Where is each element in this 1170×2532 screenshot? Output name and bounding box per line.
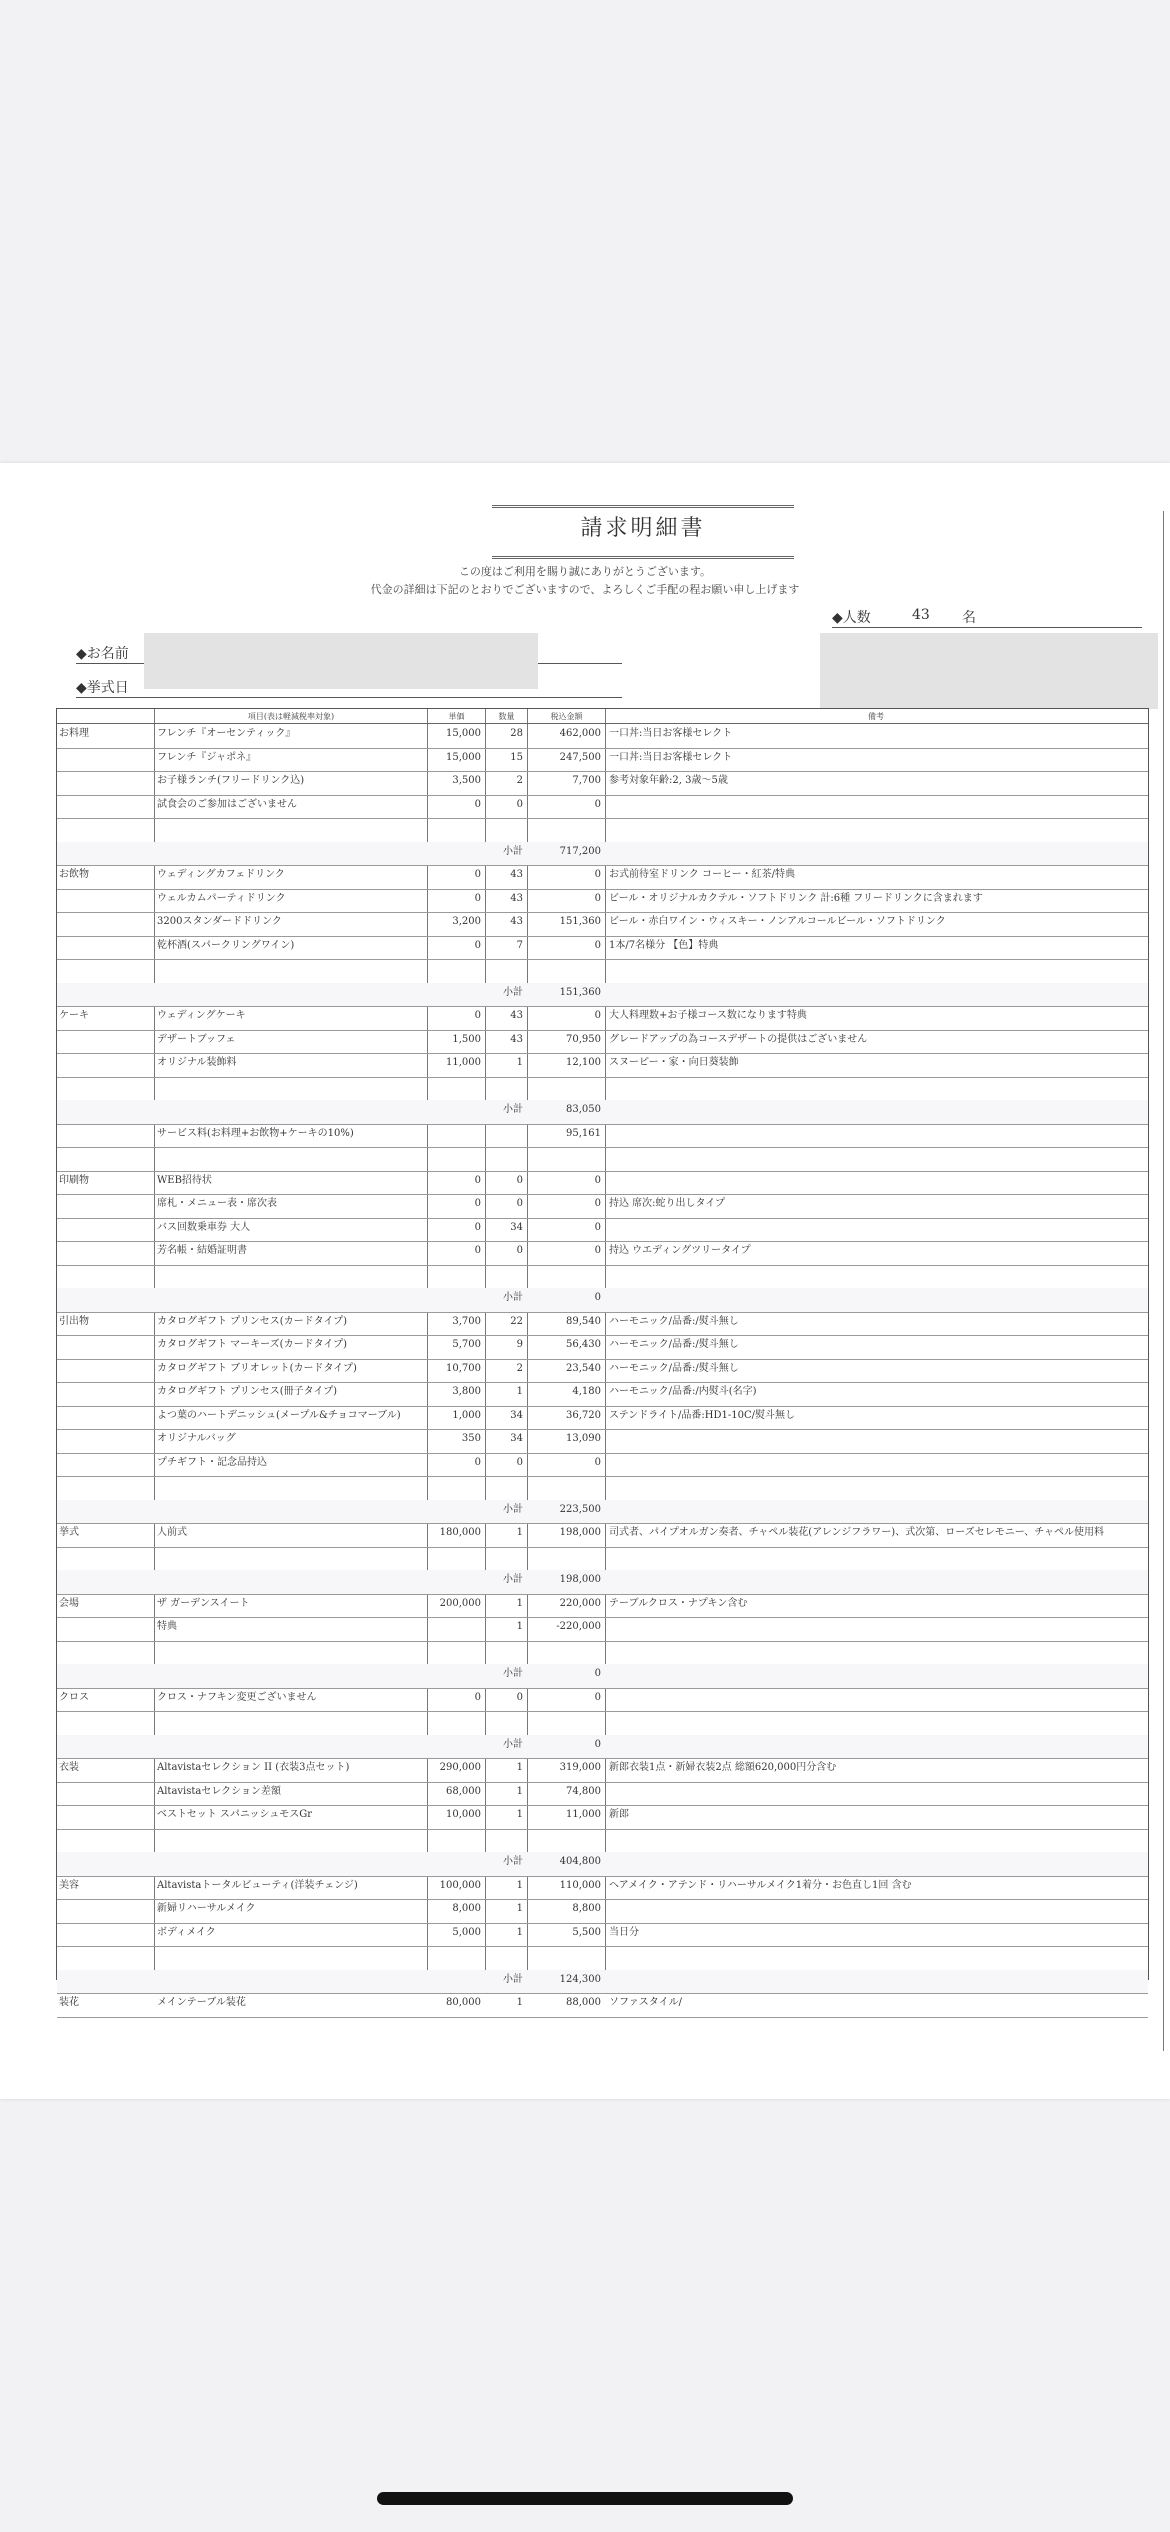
- row-unit-price: 68,000: [446, 1785, 481, 1797]
- row-amount: 4,180: [572, 1386, 601, 1397]
- row-unit-price: 290,000: [439, 1762, 481, 1773]
- subtotal-row: [57, 842, 1148, 867]
- row-item: カタログギフト プリンセス(カードタイプ): [157, 1315, 348, 1327]
- row-unit-price: 350: [461, 1433, 481, 1444]
- row-qty: 43: [510, 869, 523, 880]
- table-row: [57, 1171, 1148, 1196]
- row-category: 美容: [59, 1879, 79, 1891]
- table-header: [57, 709, 1148, 724]
- row-amount: 56,430: [566, 1339, 601, 1350]
- row-item: ウェディングケーキ: [157, 1010, 246, 1021]
- table-row: [57, 724, 1148, 749]
- table-row: [57, 1359, 1148, 1384]
- row-unit-price: 10,700: [446, 1362, 481, 1374]
- row-amount: 0: [594, 939, 601, 951]
- row-category: お飲物: [59, 869, 89, 880]
- row-item: メインテーブル装花: [157, 1997, 246, 2008]
- row-unit-price: 3,800: [452, 1386, 481, 1397]
- row-item: プチギフト・記念品持込: [157, 1456, 267, 1468]
- table-row: [57, 1946, 1148, 1971]
- row-qty: 1: [516, 1597, 523, 1609]
- header-note: 備考: [868, 712, 884, 721]
- row-qty: 43: [510, 1010, 523, 1021]
- row-note: 新郎衣装1点・新婦衣装2点 総額620,000円分含む: [609, 1762, 837, 1773]
- row-qty: 小計: [503, 1973, 523, 1985]
- guest-count-label: ◆人数: [832, 610, 871, 626]
- date-label: ◆挙式日: [76, 680, 129, 696]
- table-row: [57, 1030, 1148, 1055]
- row-item: Altavistaセレクション差額: [157, 1785, 281, 1797]
- row-qty: 0: [516, 1245, 523, 1256]
- row-amount: 0: [594, 1668, 601, 1679]
- row-unit-price: 0: [474, 1456, 481, 1468]
- row-item: 乾杯酒(スパークリングワイン): [157, 939, 295, 951]
- row-note: スヌーピー・家・向日葵装飾: [609, 1057, 739, 1068]
- table-row: [57, 1617, 1148, 1642]
- table-row: [57, 1688, 1148, 1713]
- row-amount: 319,000: [559, 1762, 601, 1773]
- row-amount: 5,500: [572, 1926, 601, 1938]
- row-item: フレンチ『ジャポネ』: [157, 751, 257, 763]
- row-unit-price: 3,700: [452, 1315, 481, 1327]
- row-amount: 12,100: [566, 1057, 601, 1068]
- table-row: [57, 1218, 1148, 1243]
- row-qty: 43: [510, 1033, 523, 1045]
- row-unit-price: 10,000: [446, 1809, 481, 1820]
- row-amount: 83,050: [566, 1104, 601, 1115]
- row-amount: 0: [594, 892, 601, 904]
- row-amount: 151,360: [559, 986, 601, 998]
- row-item: フレンチ『オーセンティック』: [157, 728, 296, 739]
- row-unit-price: 0: [474, 1198, 481, 1209]
- subtotal-row: [57, 1100, 1148, 1125]
- table-row: [57, 959, 1148, 984]
- table-row: [57, 1641, 1148, 1666]
- row-amount: 8,800: [572, 1903, 601, 1914]
- subtotal-row: [57, 1664, 1148, 1689]
- table-row: [57, 1335, 1148, 1360]
- row-qty: 1: [516, 1762, 523, 1773]
- row-unit-price: 1,500: [452, 1033, 481, 1045]
- table-row: [57, 936, 1148, 961]
- row-category: ケーキ: [59, 1010, 89, 1021]
- row-qty: 1: [516, 1527, 523, 1538]
- table-row: [57, 1053, 1148, 1078]
- row-item: サービス料(お料理+お飲物+ケーキの10%): [157, 1127, 354, 1139]
- row-note: ヘアメイク・アテンド・リハーサルメイク1着分・お色直し1回 含む: [609, 1879, 912, 1891]
- row-qty: 1: [516, 1903, 523, 1914]
- row-qty: 1: [516, 1997, 523, 2008]
- row-item: 席札・メニュー表・席次表: [157, 1198, 277, 1209]
- row-category: 衣装: [59, 1762, 79, 1773]
- table-row: [57, 912, 1148, 937]
- row-qty: 2: [516, 775, 523, 786]
- row-qty: 7: [516, 939, 523, 951]
- row-amount: 89,540: [566, 1315, 601, 1327]
- row-item: Altavistaトータルビューティ(洋装チェンジ): [157, 1879, 358, 1891]
- row-unit-price: 15,000: [446, 751, 481, 763]
- table-row: [57, 1476, 1148, 1501]
- row-amount: 70,950: [566, 1033, 601, 1045]
- row-note: 持込 席次:蛇り出しタイプ: [609, 1198, 726, 1209]
- row-item: カタログギフト プリンセス(冊子タイプ): [157, 1386, 338, 1397]
- row-qty: 1: [516, 1785, 523, 1797]
- row-qty: 0: [516, 1456, 523, 1468]
- subtotal-row: [57, 1288, 1148, 1313]
- intro-line-2: 代金の詳細は下記のとおりでございますので、よろしくご手配の程お願い申し上げます: [370, 583, 800, 596]
- intro-line-1: この度はご利用を賜り誠にありがとうございます。: [458, 565, 712, 578]
- row-qty: 0: [516, 1691, 523, 1703]
- row-category: 会場: [59, 1597, 79, 1609]
- row-unit-price: 8,000: [452, 1903, 481, 1914]
- header-item: 項目(表は軽減税率対象): [247, 712, 335, 721]
- row-qty: 小計: [503, 845, 523, 857]
- row-qty: 43: [510, 916, 523, 927]
- row-qty: 0: [516, 1174, 523, 1186]
- table-row: [57, 1547, 1148, 1572]
- subtotal-row: [57, 1970, 1148, 1995]
- row-amount: 0: [594, 1456, 601, 1468]
- row-qty: 小計: [503, 1104, 523, 1115]
- row-amount: 0: [594, 869, 601, 880]
- row-note: 参考対象年齢:2, 3歳〜5歳: [609, 775, 728, 786]
- redacted-info-area: [820, 633, 1158, 709]
- row-unit-price: 5,000: [452, 1926, 481, 1938]
- row-amount: 198,000: [559, 1527, 601, 1538]
- row-category: 挙式: [59, 1527, 79, 1538]
- title-frame: [492, 505, 794, 559]
- guest-count: [832, 605, 1142, 628]
- guest-count-value: 43: [912, 607, 930, 623]
- row-note: ステンドライト/品番:HD1-10C/熨斗無し: [609, 1409, 795, 1421]
- row-unit-price: 80,000: [446, 1997, 481, 2008]
- row-unit-price: 0: [474, 1010, 481, 1021]
- row-item: WEB招待状: [157, 1174, 212, 1186]
- table-row: [57, 1312, 1148, 1337]
- row-amount: 247,500: [559, 751, 601, 763]
- row-qty: 34: [510, 1409, 523, 1421]
- row-qty: 小計: [503, 1574, 523, 1585]
- row-amount: 110,000: [559, 1879, 601, 1891]
- row-unit-price: 0: [474, 1691, 481, 1703]
- table-row: [57, 1077, 1148, 1102]
- row-unit-price: 11,000: [446, 1057, 481, 1068]
- table-row: [57, 1805, 1148, 1830]
- row-item: 人前式: [157, 1527, 187, 1538]
- row-amount: 0: [594, 1221, 601, 1233]
- invoice-document: [0, 463, 1170, 2099]
- row-category: お料理: [59, 728, 89, 739]
- row-qty: 34: [510, 1433, 523, 1444]
- subtotal-row: [57, 1852, 1148, 1877]
- table-row: [57, 1006, 1148, 1031]
- row-item: 3200スタンダードドリンク: [157, 916, 282, 927]
- row-unit-price: 1,000: [452, 1409, 481, 1421]
- row-amount: 0: [594, 798, 601, 810]
- row-item: 試食会のご参加はございません: [157, 798, 297, 810]
- row-item: オリジナルバッグ: [157, 1433, 236, 1444]
- row-unit-price: 3,200: [452, 916, 481, 927]
- table-row: [57, 1194, 1148, 1219]
- row-note: ハーモニック/品番:/熨斗無し: [609, 1339, 739, 1350]
- row-amount: 198,000: [559, 1574, 601, 1585]
- row-unit-price: 100,000: [439, 1879, 481, 1891]
- row-note: 大人料理数+お子様コース数になります特典: [609, 1010, 807, 1021]
- header-amount: 税込金額: [550, 712, 583, 721]
- table-row: [57, 818, 1148, 843]
- row-unit-price: 180,000: [439, 1527, 481, 1538]
- row-unit-price: 0: [474, 939, 481, 951]
- row-amount: 0: [594, 1738, 601, 1750]
- row-qty: 2: [516, 1362, 523, 1374]
- row-note: ハーモニック/品番:/熨斗無し: [609, 1315, 739, 1327]
- table-row: [57, 1265, 1148, 1290]
- table-row: [57, 795, 1148, 820]
- table-row: [57, 865, 1148, 890]
- row-item: カタログギフト マーキーズ(カードタイプ): [157, 1339, 347, 1350]
- row-note: テーブルクロス・ナプキン含む: [609, 1597, 748, 1609]
- row-qty: 1: [516, 1809, 523, 1820]
- subtotal-row: [57, 1735, 1148, 1760]
- row-qty: 22: [510, 1315, 523, 1327]
- table-row: [57, 1124, 1148, 1149]
- guest-count-unit: 名: [962, 610, 976, 626]
- table-row: [57, 889, 1148, 914]
- row-qty: 小計: [503, 1503, 523, 1515]
- row-unit-price: 5,700: [452, 1339, 481, 1350]
- row-amount: 0: [594, 1292, 601, 1303]
- row-unit-price: 0: [474, 798, 481, 810]
- row-qty: 小計: [503, 1292, 523, 1303]
- row-amount: 0: [594, 1174, 601, 1186]
- row-item: Altavistaセレクション II (衣装3点セット): [157, 1762, 350, 1773]
- row-item: デザートブッフェ: [157, 1033, 236, 1045]
- subtotal-row: [57, 1500, 1148, 1525]
- table-row: [57, 1241, 1148, 1266]
- document-title: 請求明細書: [580, 516, 706, 541]
- row-amount: 0: [594, 1198, 601, 1209]
- row-amount: 11,000: [566, 1809, 601, 1820]
- row-qty: 28: [510, 728, 523, 739]
- table-row: [57, 1406, 1148, 1431]
- table-row: [57, 1923, 1148, 1948]
- row-note: 新郎: [609, 1809, 629, 1820]
- table-row: [57, 1829, 1148, 1854]
- row-item: バス回数乗車券 大人: [157, 1221, 251, 1233]
- row-qty: 1: [516, 1926, 523, 1938]
- table-row: [57, 1523, 1148, 1548]
- row-item: カタログギフト ブリオレット(カードタイプ): [157, 1362, 357, 1374]
- row-qty: 9: [516, 1339, 523, 1350]
- row-item: 新婦リハーサルメイク: [157, 1903, 256, 1914]
- row-unit-price: 15,000: [446, 728, 481, 739]
- table-row: [57, 1429, 1148, 1454]
- row-qty: 34: [510, 1221, 523, 1233]
- row-item: ボディメイク: [157, 1926, 216, 1938]
- row-unit-price: 200,000: [439, 1597, 481, 1609]
- row-item: ベストセット スパニッシュモスGr: [157, 1809, 313, 1820]
- table-row: [57, 1453, 1148, 1478]
- row-item: ウェルカムパーティドリンク: [157, 892, 286, 904]
- page-edge: [1163, 511, 1164, 2051]
- row-note: 一口丼:当日お客様セレクト: [609, 728, 733, 739]
- redacted-name-area: [144, 633, 538, 689]
- table-row: [57, 1711, 1148, 1736]
- subtotal-row: [57, 1570, 1148, 1595]
- header-qty: 数量: [498, 712, 515, 721]
- row-qty: 0: [516, 1198, 523, 1209]
- row-qty: 1: [516, 1621, 523, 1632]
- header-unit-price: 単価: [448, 712, 465, 721]
- row-qty: 15: [510, 751, 523, 763]
- row-amount: 36,720: [566, 1409, 601, 1421]
- row-unit-price: 0: [474, 1245, 481, 1256]
- row-amount: 7,700: [572, 775, 601, 786]
- row-qty: 小計: [503, 1738, 523, 1750]
- row-amount: 74,800: [566, 1785, 601, 1797]
- table-row: [57, 1899, 1148, 1924]
- row-note: ビール・赤白ワイン・ウィスキー・ノンアルコールビール・ソフトドリンク: [609, 916, 946, 927]
- row-amount: 462,000: [559, 728, 601, 739]
- row-amount: -220,000: [556, 1621, 601, 1632]
- row-amount: 0: [594, 1010, 601, 1021]
- row-amount: 13,090: [566, 1433, 601, 1444]
- row-unit-price: 0: [474, 892, 481, 904]
- row-unit-price: 0: [474, 869, 481, 880]
- row-note: ソファスタイル/: [609, 1997, 682, 2008]
- row-qty: 小計: [503, 986, 523, 998]
- row-note: 当日分: [609, 1926, 639, 1938]
- row-item: ウェディングカフェドリンク: [157, 869, 285, 880]
- row-note: 1本/7名様分 【色】特典: [609, 939, 719, 951]
- row-unit-price: 0: [474, 1174, 481, 1186]
- row-amount: 223,500: [559, 1503, 601, 1515]
- table-row: [57, 1758, 1148, 1783]
- row-amount: 717,200: [559, 845, 601, 857]
- table-row: [57, 771, 1148, 796]
- row-note: グレードアップの為コースデザートの提供はございません: [609, 1033, 868, 1045]
- row-item: オリジナル装飾料: [157, 1057, 237, 1068]
- row-amount: 88,000: [566, 1997, 601, 2008]
- row-qty: 1: [516, 1386, 523, 1397]
- row-category: クロス: [59, 1691, 89, 1703]
- row-qty: 1: [516, 1879, 523, 1891]
- table-row: [57, 1594, 1148, 1619]
- row-note: 司式者、パイプオルガン奏者、チャペル装花(アレンジフラワー)、式次第、ローズセレモニー、チャペル使用料: [609, 1527, 1105, 1538]
- row-amount: 23,540: [566, 1362, 601, 1374]
- table-row: [57, 748, 1148, 773]
- row-note: ビール・オリジナルカクテル・ソフトドリンク 計:6種 フリードリンクに含まれます: [609, 892, 983, 904]
- row-qty: 小計: [503, 1856, 523, 1867]
- row-amount: 95,161: [566, 1127, 601, 1139]
- row-amount: 0: [594, 1691, 601, 1703]
- home-indicator[interactable]: [377, 2492, 793, 2505]
- table-row: [57, 1382, 1148, 1407]
- subtotal-row: [57, 983, 1148, 1008]
- row-amount: 404,800: [559, 1856, 601, 1867]
- row-category: 印刷物: [59, 1174, 89, 1186]
- row-item: ザ ガーデンスイート: [157, 1597, 250, 1609]
- row-unit-price: 0: [474, 1221, 481, 1233]
- row-note: ハーモニック/品番:/内熨斗(名字): [609, 1386, 757, 1397]
- row-qty: 0: [516, 798, 523, 810]
- row-category: 引出物: [59, 1315, 89, 1327]
- row-qty: 1: [516, 1057, 523, 1068]
- row-item: よつ葉のハートデニッシュ(メープル&チョコマーブル): [157, 1409, 401, 1421]
- table-row: [57, 1147, 1148, 1172]
- row-item: クロス・ナフキン変更ございません: [157, 1691, 317, 1703]
- invoice-table: [56, 708, 1149, 2008]
- row-amount: 124,300: [559, 1973, 601, 1985]
- row-item: お子様ランチ(フリードリンク込): [157, 775, 305, 786]
- row-item: 特典: [157, 1621, 177, 1632]
- row-category: 装花: [59, 1997, 79, 2008]
- name-label: ◆お名前: [76, 646, 129, 662]
- row-qty: 小計: [503, 1668, 523, 1679]
- row-amount: 220,000: [559, 1597, 601, 1609]
- row-note: 一口丼:当日お客様セレクト: [609, 751, 733, 763]
- row-item: 芳名帳・結婚証明書: [157, 1245, 247, 1256]
- row-note: 持込 ウエディングツリータイプ: [609, 1245, 751, 1256]
- table-row: [57, 1782, 1148, 1807]
- row-note: ハーモニック/品番:/熨斗無し: [609, 1362, 739, 1374]
- row-unit-price: 3,500: [452, 775, 481, 786]
- row-qty: 43: [510, 892, 523, 904]
- table-row: [57, 1876, 1148, 1901]
- row-amount: 0: [594, 1245, 601, 1256]
- row-amount: 151,360: [559, 916, 601, 927]
- row-note: お式前待室ドリンク コーヒー・紅茶/特典: [609, 869, 795, 880]
- table-row: [57, 1993, 1148, 2018]
